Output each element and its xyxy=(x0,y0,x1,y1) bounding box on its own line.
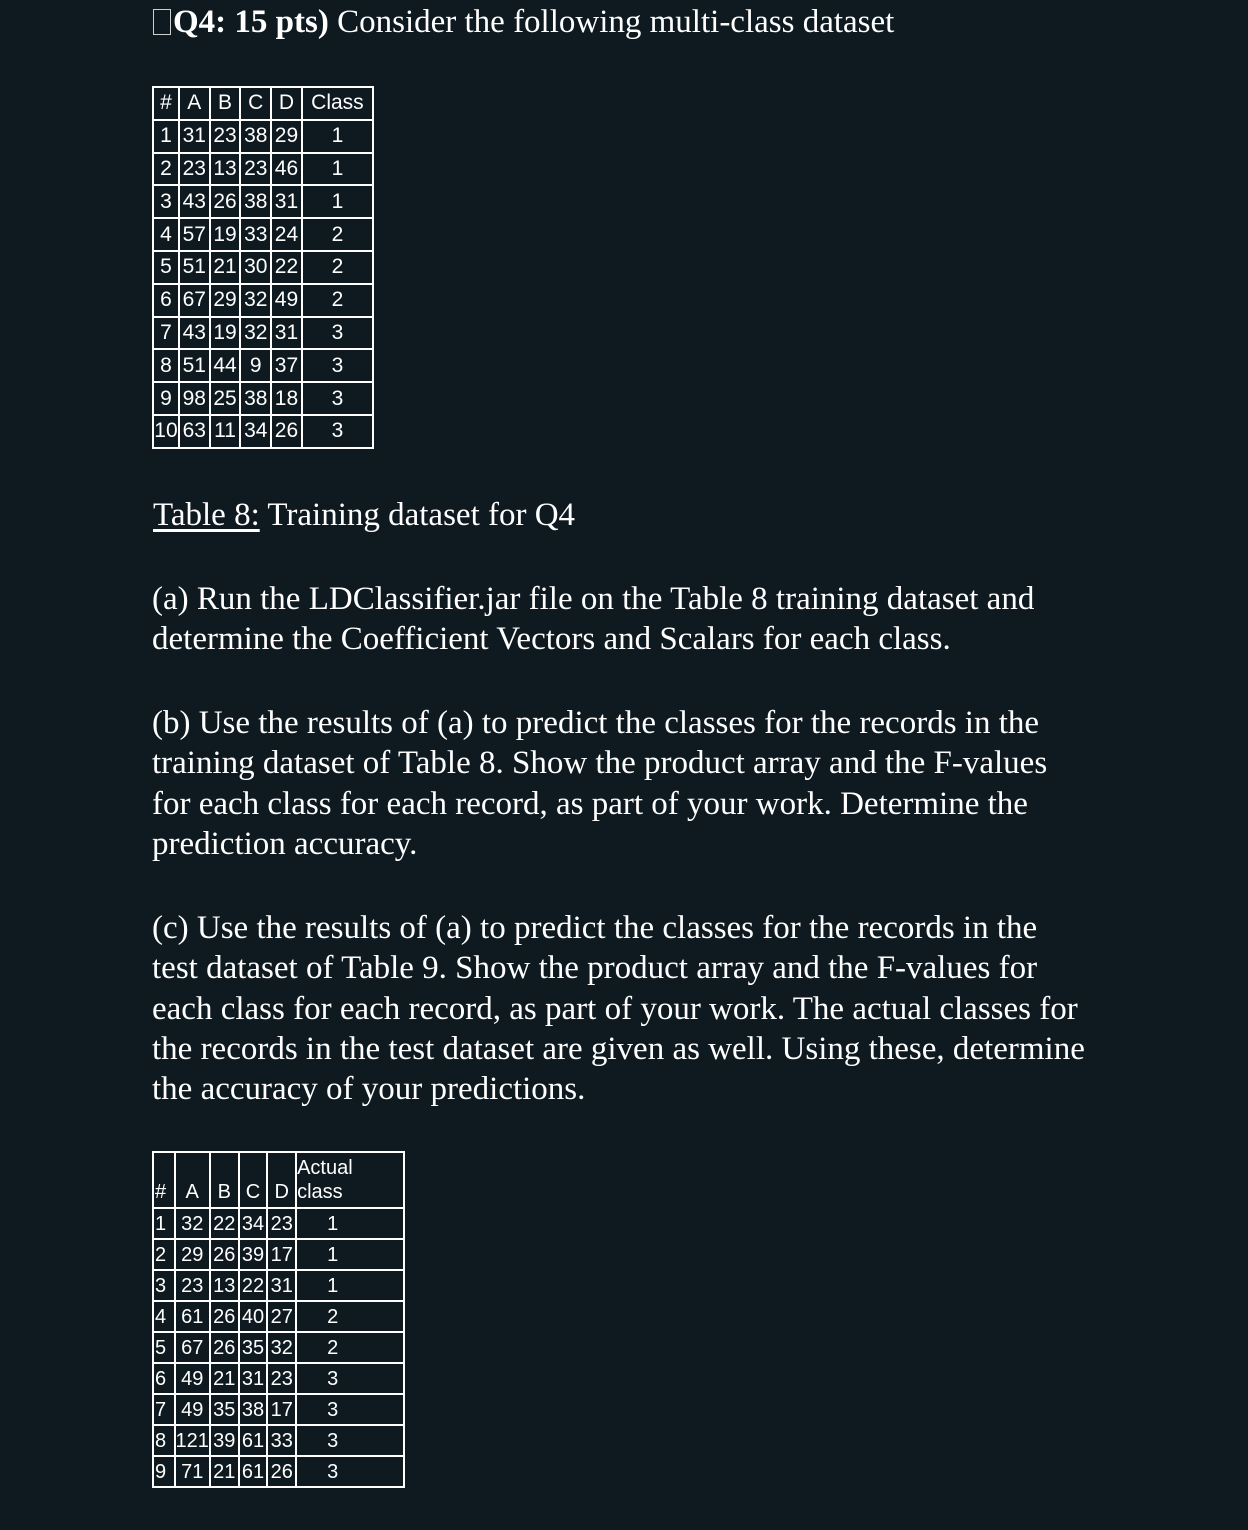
table-row xyxy=(153,1270,404,1301)
table-header-row xyxy=(153,87,373,120)
table-cell: 30 xyxy=(240,251,271,284)
table-cell: 38 xyxy=(239,1394,268,1425)
table-cell: 32 xyxy=(267,1332,296,1363)
table-cell: 9 xyxy=(240,349,271,382)
table-cell: 37 xyxy=(271,349,302,382)
table-cell: 21 xyxy=(210,1456,239,1487)
table-cell: 6 xyxy=(153,284,179,317)
table-cell: 71 xyxy=(175,1456,210,1487)
table-cell: 17 xyxy=(267,1394,296,1425)
table-cell: 1 xyxy=(296,1208,404,1239)
table-cell: 34 xyxy=(240,415,271,448)
table-cell: 38 xyxy=(240,120,271,153)
table-cell: 1 xyxy=(153,1208,175,1239)
table-cell: 21 xyxy=(210,1363,239,1394)
table-cell: 61 xyxy=(239,1456,268,1487)
table-row xyxy=(153,1332,404,1363)
table-cell: 3 xyxy=(296,1394,404,1425)
table-cell: 19 xyxy=(210,218,241,251)
table-cell: 23 xyxy=(240,153,271,186)
column-header: Class xyxy=(302,87,373,120)
part-c-line: the records in the test dataset are given as well. Using these, determine xyxy=(152,1030,1085,1067)
training-dataset-body xyxy=(153,87,373,448)
table-row xyxy=(153,218,373,251)
table-cell: 57 xyxy=(179,218,210,251)
table-cell: 49 xyxy=(175,1363,210,1394)
table-row xyxy=(153,120,373,153)
table-cell: 98 xyxy=(179,382,210,415)
table-row xyxy=(153,1363,404,1394)
table-cell: 2 xyxy=(302,251,373,284)
table-cell: 1 xyxy=(302,185,373,218)
table-cell: 67 xyxy=(179,284,210,317)
table-cell: 43 xyxy=(179,317,210,350)
table-cell: 1 xyxy=(296,1239,404,1270)
table-row xyxy=(153,153,373,186)
table-cell: 38 xyxy=(240,185,271,218)
table-cell: 7 xyxy=(153,1394,175,1425)
table-cell: 31 xyxy=(239,1363,268,1394)
table-row xyxy=(153,1394,404,1425)
table-cell: 26 xyxy=(271,415,302,448)
table-cell: 29 xyxy=(175,1239,210,1270)
table-cell: 3 xyxy=(296,1425,404,1456)
table-cell: 27 xyxy=(267,1301,296,1332)
part-b-text xyxy=(152,703,1047,864)
table-caption-text: Training dataset for Q4 xyxy=(267,497,576,533)
table-cell: 26 xyxy=(210,1301,239,1332)
column-header: # xyxy=(153,1152,175,1208)
test-dataset-table xyxy=(152,1151,405,1488)
column-header: A xyxy=(179,87,210,120)
table-row xyxy=(153,1301,404,1332)
table-cell: 24 xyxy=(271,218,302,251)
table-cell: 21 xyxy=(210,251,241,284)
table-cell: 39 xyxy=(239,1239,268,1270)
question-label: Q4: 15 pts) xyxy=(173,4,329,40)
table-cell: 3 xyxy=(296,1456,404,1487)
table-cell: 6 xyxy=(153,1363,175,1394)
table-cell: 22 xyxy=(210,1208,239,1239)
part-c-line: each class for each record, as part of your work. The actual classes for xyxy=(152,990,1078,1027)
column-header: D xyxy=(267,1152,296,1208)
column-header: B xyxy=(210,1152,239,1208)
table-cell: 1 xyxy=(302,153,373,186)
table-cell: 13 xyxy=(210,1270,239,1301)
table-cell: 19 xyxy=(210,317,241,350)
table-row xyxy=(153,251,373,284)
table-cell: 3 xyxy=(302,415,373,448)
table-cell: 40 xyxy=(239,1301,268,1332)
table-cell: 61 xyxy=(239,1425,268,1456)
table-cell: 51 xyxy=(179,251,210,284)
table-cell: 3 xyxy=(153,1270,175,1301)
table-cell: 38 xyxy=(240,382,271,415)
table-cell: 25 xyxy=(210,382,241,415)
table-caption-label: Table 8: xyxy=(153,497,260,533)
table-cell: 7 xyxy=(153,317,179,350)
table-cell: 3 xyxy=(302,349,373,382)
table-cell: 35 xyxy=(239,1332,268,1363)
table-cell: 9 xyxy=(153,1456,175,1487)
table-cell: 2 xyxy=(296,1301,404,1332)
question-heading xyxy=(153,2,894,42)
table-cell: 1 xyxy=(302,120,373,153)
part-c-line: (c) Use the results of (a) to predict the classes for the records in the xyxy=(152,910,1038,946)
table-cell: 63 xyxy=(179,415,210,448)
table-cell: 8 xyxy=(153,1425,175,1456)
column-header: B xyxy=(210,87,241,120)
header-line: class xyxy=(297,1181,343,1203)
table-row xyxy=(153,1239,404,1270)
table-cell: 49 xyxy=(271,284,302,317)
table-cell: 18 xyxy=(271,382,302,415)
table-cell: 9 xyxy=(153,382,179,415)
table-row xyxy=(153,185,373,218)
table-cell: 11 xyxy=(210,415,241,448)
table-row xyxy=(153,382,373,415)
column-header: # xyxy=(153,87,179,120)
table-cell: 22 xyxy=(271,251,302,284)
table-header-row xyxy=(153,1152,404,1208)
table-cell: 8 xyxy=(153,349,179,382)
table-cell: 29 xyxy=(271,120,302,153)
table-cell: 43 xyxy=(179,185,210,218)
table-caption xyxy=(153,495,575,535)
column-header: C xyxy=(239,1152,268,1208)
column-header: A xyxy=(175,1152,210,1208)
table-cell: 23 xyxy=(179,153,210,186)
table-cell: 2 xyxy=(302,218,373,251)
table-cell: 31 xyxy=(271,317,302,350)
table-cell: 26 xyxy=(210,185,241,218)
table-cell: 44 xyxy=(210,349,241,382)
column-header: C xyxy=(240,87,271,120)
table-row xyxy=(153,1456,404,1487)
part-c-line: test dataset of Table 9. Show the product array and the F-values for xyxy=(152,950,1038,987)
table-cell: 34 xyxy=(239,1208,268,1239)
part-a-line: (a) Run the LDClassifier.jar file on the Table 8 training dataset and xyxy=(152,581,1035,617)
table-cell: 5 xyxy=(153,1332,175,1363)
table-cell: 1 xyxy=(153,120,179,153)
table-cell: 3 xyxy=(296,1363,404,1394)
training-dataset-table xyxy=(152,86,374,449)
part-b-line: prediction accuracy. xyxy=(152,825,418,862)
table-cell: 13 xyxy=(210,153,241,186)
table-cell: 3 xyxy=(302,382,373,415)
checkbox-glyph-icon xyxy=(153,9,171,35)
table-cell: 33 xyxy=(267,1425,296,1456)
table-row xyxy=(153,317,373,350)
part-b-line: training dataset of Table 8. Show the product array and the F-values xyxy=(152,745,1048,782)
table-cell: 23 xyxy=(267,1208,296,1239)
header-line: Actual xyxy=(297,1157,353,1179)
table-cell: 1 xyxy=(296,1270,404,1301)
table-cell: 39 xyxy=(210,1425,239,1456)
table-cell: 2 xyxy=(153,1239,175,1270)
table-cell: 51 xyxy=(179,349,210,382)
table-cell: 2 xyxy=(153,153,179,186)
table-cell: 22 xyxy=(239,1270,268,1301)
table-cell: 46 xyxy=(271,153,302,186)
part-c-line: the accuracy of your predictions. xyxy=(152,1071,586,1108)
table-cell: 4 xyxy=(153,218,179,251)
table-cell: 33 xyxy=(240,218,271,251)
table-cell: 23 xyxy=(267,1363,296,1394)
column-header: D xyxy=(271,87,302,120)
part-b-line: (b) Use the results of (a) to predict the classes for the records in the xyxy=(152,705,1040,741)
table-cell: 10 xyxy=(153,415,179,448)
table-cell: 4 xyxy=(153,1301,175,1332)
table-cell: 26 xyxy=(210,1332,239,1363)
part-b-line: for each class for each record, as part of your work. Determine the xyxy=(152,785,1028,822)
table-cell: 32 xyxy=(240,317,271,350)
table-cell: 61 xyxy=(175,1301,210,1332)
table-cell: 32 xyxy=(240,284,271,317)
part-a-line: determine the Coefficient Vectors and Scalars for each class. xyxy=(152,621,951,658)
table-cell: 32 xyxy=(175,1208,210,1239)
table-row xyxy=(153,1425,404,1456)
column-header-actual-class xyxy=(296,1152,404,1208)
table-cell: 35 xyxy=(210,1394,239,1425)
table-cell: 31 xyxy=(271,185,302,218)
table-cell: 67 xyxy=(175,1332,210,1363)
table-row xyxy=(153,349,373,382)
table-cell: 23 xyxy=(210,120,241,153)
part-a-text xyxy=(152,579,1034,660)
table-cell: 2 xyxy=(296,1332,404,1363)
table-cell: 3 xyxy=(302,317,373,350)
test-dataset-body xyxy=(153,1152,404,1487)
table-cell: 26 xyxy=(210,1239,239,1270)
table-row xyxy=(153,415,373,448)
table-cell: 31 xyxy=(267,1270,296,1301)
table-cell: 31 xyxy=(179,120,210,153)
table-cell: 49 xyxy=(175,1394,210,1425)
table-cell: 2 xyxy=(302,284,373,317)
table-cell: 26 xyxy=(267,1456,296,1487)
table-cell: 5 xyxy=(153,251,179,284)
part-c-text xyxy=(152,908,1085,1109)
question-text: Consider the following multi-class dataset xyxy=(337,4,895,40)
table-cell: 17 xyxy=(267,1239,296,1270)
table-row xyxy=(153,284,373,317)
table-cell: 121 xyxy=(175,1425,210,1456)
table-cell: 29 xyxy=(210,284,241,317)
table-cell: 3 xyxy=(153,185,179,218)
table-row xyxy=(153,1208,404,1239)
table-cell: 23 xyxy=(175,1270,210,1301)
